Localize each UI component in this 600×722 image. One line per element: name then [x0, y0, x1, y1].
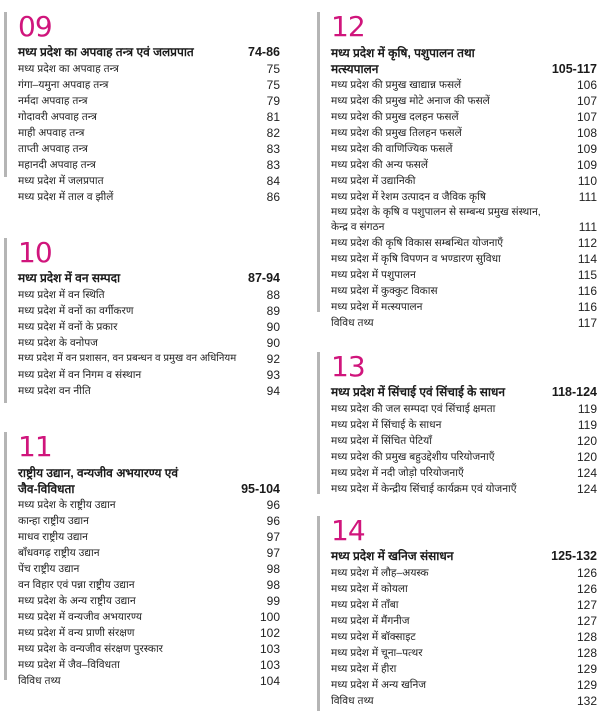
toc-item-page: 99	[266, 594, 280, 608]
toc-item-page: 100	[259, 610, 280, 624]
chapter-number: 12	[331, 10, 365, 43]
toc-item[interactable]	[331, 283, 597, 299]
toc-item-page: 104	[259, 674, 280, 688]
toc-item-page: 75	[266, 62, 280, 76]
chapter-title-line1: राष्ट्रीय उद्यान, वन्यजीव अभयारण्य एवं	[18, 466, 179, 480]
toc-item-title: मध्य प्रदेश में वन्यजीव अभयारण्य	[18, 611, 142, 623]
toc-item-page: 96	[266, 514, 280, 528]
toc-item-page: 107	[576, 94, 597, 108]
toc-item-page: 119	[577, 418, 597, 432]
toc-item-title-line2: केन्द्र व संगठन	[331, 221, 385, 233]
toc-item-title: माधव राष्ट्रीय उद्यान	[18, 531, 88, 543]
chapter-14	[317, 516, 597, 709]
toc-item-title: मध्य प्रदेश के वनोपज	[18, 337, 98, 349]
toc-item-page: 75	[266, 78, 280, 92]
toc-item[interactable]	[331, 661, 597, 677]
toc-item[interactable]	[18, 319, 280, 335]
toc-item-page: 98	[266, 562, 280, 576]
toc-item[interactable]	[18, 61, 280, 77]
toc-item-page: 126	[576, 566, 597, 580]
toc-item-title: मध्य प्रदेश में मत्स्यपालन	[331, 301, 423, 313]
toc-item-page: 81	[266, 110, 280, 124]
toc-item-page: 120	[576, 434, 597, 448]
toc-item-title: मध्य प्रदेश में वन स्थिति	[18, 289, 105, 301]
toc-item-title: मध्य प्रदेश की वाणिज्यिक फसलें	[331, 143, 453, 155]
toc-item-title: मध्य प्रदेश में कोयला	[331, 583, 408, 595]
toc-item[interactable]	[18, 657, 280, 673]
chapter-title: मध्य प्रदेश में वन सम्पदा	[18, 271, 121, 285]
toc-item[interactable]	[18, 351, 280, 367]
chapter-09	[4, 12, 280, 205]
chapter-divider-bar	[317, 516, 320, 711]
chapter-title: मध्य प्रदेश में सिंचाई एवं सिंचाई के साधन	[331, 385, 505, 399]
toc-item-page: 93	[266, 368, 280, 382]
toc-item-title: मध्य प्रदेश में जलप्रपात	[18, 175, 104, 187]
toc-item-page: 110	[577, 174, 597, 188]
chapter-10	[4, 238, 280, 399]
chapter-divider-bar	[4, 238, 7, 403]
toc-item-page: 102	[259, 626, 280, 640]
toc-item[interactable]	[18, 561, 280, 577]
toc-item-page: 115	[577, 268, 597, 282]
toc-item[interactable]	[18, 335, 280, 351]
toc-item[interactable]	[18, 141, 280, 157]
toc-item-page: 79	[266, 94, 280, 108]
chapter-pages: 74-86	[248, 45, 280, 59]
toc-item-title: मध्य प्रदेश में हीरा	[331, 663, 397, 675]
chapter-title-row[interactable]	[331, 385, 597, 400]
toc-item-title: गोदावरी अपवाह तन्त्र	[18, 111, 97, 123]
toc-item-title: मध्य प्रदेश के अन्य राष्ट्रीय उद्यान	[18, 595, 136, 607]
toc-item[interactable]	[18, 497, 280, 513]
toc-item-title: मध्य प्रदेश में सिंचाई के साधन	[331, 419, 442, 431]
toc-item-title: मध्य प्रदेश में जैव–विविधता	[18, 659, 120, 671]
toc-item-title: मध्य प्रदेश के राष्ट्रीय उद्यान	[18, 499, 116, 511]
toc-item-page: 126	[576, 582, 597, 596]
toc-item-title: मध्य प्रदेश में वनों के प्रकार	[18, 321, 118, 333]
toc-item[interactable]	[331, 677, 597, 693]
toc-item-page: 96	[266, 498, 280, 512]
toc-item-page: 94	[266, 384, 280, 398]
toc-item-title: मध्य प्रदेश की जल सम्पदा एवं सिंचाई क्षमता	[331, 403, 496, 415]
chapter-title-row[interactable]	[18, 45, 280, 60]
toc-item[interactable]	[331, 299, 597, 315]
toc-item-page: 129	[576, 678, 597, 692]
toc-item-page: 116	[577, 284, 597, 298]
toc-item-title: मध्य प्रदेश की प्रमुख दलहन फसलें	[331, 111, 459, 123]
toc-item-title: ताप्ती अपवाह तन्त्र	[18, 143, 88, 155]
toc-item-page: 119	[577, 402, 597, 416]
toc-item-title: मध्य प्रदेश में मैंगनीज	[331, 615, 410, 627]
toc-item[interactable]	[331, 597, 597, 613]
toc-item[interactable]	[331, 235, 597, 251]
chapter-number: 09	[18, 10, 52, 43]
toc-item-title: मध्य प्रदेश में वन्य प्राणी संरक्षण	[18, 627, 135, 639]
chapter-pages: 125-132	[551, 549, 597, 563]
toc-item-page: 90	[266, 336, 280, 350]
chapter-items	[331, 77, 597, 331]
toc-item[interactable]	[18, 513, 280, 529]
toc-item[interactable]	[18, 673, 280, 689]
toc-item[interactable]	[331, 613, 597, 629]
toc-item-page: 88	[266, 288, 280, 302]
toc-item-title: विविध तथ्य	[331, 317, 374, 329]
chapter-items	[18, 61, 280, 205]
toc-item-page: 97	[266, 530, 280, 544]
toc-item-title: गंगा–यमुना अपवाह तन्त्र	[18, 79, 109, 91]
chapter-pages: 118-124	[551, 385, 597, 399]
toc-item-title: बाँधवगढ़ राष्ट्रीय उद्यान	[18, 547, 100, 559]
toc-item-title: मध्य प्रदेश की प्रमुख बहुउद्देशीय परियोजनाएँ	[331, 451, 495, 463]
toc-item-page: 112	[577, 236, 597, 250]
toc-item[interactable]	[18, 157, 280, 173]
toc-item-page: 132	[576, 694, 597, 708]
toc-item-page: 106	[576, 78, 597, 92]
toc-item-page: 117	[577, 316, 597, 330]
toc-item-title: विविध तथ्य	[18, 675, 61, 687]
chapter-title-line1: मध्य प्रदेश में कृषि, पशुपालन तथा	[331, 46, 475, 60]
toc-item-page: 103	[259, 658, 280, 672]
toc-item-title: मध्य प्रदेश में चूना–पत्थर	[331, 647, 423, 659]
toc-item-page: 114	[577, 252, 597, 266]
toc-item-title: मध्य प्रदेश में लौह–अयस्क	[331, 567, 429, 579]
toc-item-page: 90	[266, 320, 280, 334]
chapter-divider-bar	[317, 12, 320, 312]
toc-item-title: मध्य प्रदेश की प्रमुख खाद्यान्न फसलें	[331, 79, 462, 91]
chapter-title-row[interactable]	[18, 271, 280, 286]
toc-item[interactable]	[331, 629, 597, 645]
chapter-number: 10	[18, 236, 52, 269]
toc-item-title: मध्य प्रदेश में वनों का वर्गीकरण	[18, 305, 134, 317]
toc-item-title: मध्य प्रदेश में पशुपालन	[331, 269, 416, 281]
chapter-title-row[interactable]	[331, 549, 597, 564]
toc-item[interactable]	[331, 481, 597, 497]
toc-item-page: 128	[576, 646, 597, 660]
toc-item[interactable]	[18, 173, 280, 189]
toc-item-page: 128	[576, 630, 597, 644]
toc-item-title: मध्य प्रदेश की प्रमुख मोटे अनाज की फसलें	[331, 95, 490, 107]
toc-item-title: मध्य प्रदेश की अन्य फसलें	[331, 159, 428, 171]
toc-item-title: विविध तथ्य	[331, 695, 374, 707]
chapter-items	[18, 287, 280, 399]
toc-item[interactable]	[331, 449, 597, 465]
toc-item-title: मध्य प्रदेश के वन्यजीव संरक्षण पुरस्कार	[18, 643, 163, 655]
toc-item[interactable]	[331, 173, 597, 189]
toc-item[interactable]	[331, 401, 597, 417]
toc-item[interactable]	[18, 641, 280, 657]
toc-item-title: मध्य प्रदेश में ताल व झीलें	[18, 191, 114, 203]
toc-item[interactable]	[18, 303, 280, 319]
toc-item-title: मध्य प्रदेश में नदी जोड़ो परियोजनाएँ	[331, 467, 464, 479]
toc-item-title: महानदी अपवाह तन्त्र	[18, 159, 96, 171]
toc-item-title: मध्य प्रदेश में कृषि विपणन व भण्डारण सुविधा	[331, 253, 501, 265]
toc-item[interactable]	[331, 315, 597, 331]
toc-item[interactable]	[331, 125, 597, 141]
toc-item-title: माही अपवाह तन्त्र	[18, 127, 85, 139]
chapter-divider-bar	[4, 12, 7, 177]
toc-item-page: 109	[576, 158, 597, 172]
toc-item[interactable]	[331, 645, 597, 661]
toc-item-page: 83	[266, 158, 280, 172]
toc-item[interactable]	[331, 205, 597, 235]
toc-item-page: 127	[576, 614, 597, 628]
toc-item-page: 83	[266, 142, 280, 156]
toc-item-title: मध्य प्रदेश की कृषि विकास सम्बन्धित योजनाएँ	[331, 237, 504, 249]
toc-item-title-line1: मध्य प्रदेश के कृषि व पशुपालन से सम्बन्ध प्रमुख संस्थान,	[331, 206, 541, 218]
toc-item[interactable]	[331, 251, 597, 267]
toc-item-title: मध्य प्रदेश का अपवाह तन्त्र	[18, 63, 119, 75]
toc-item[interactable]	[18, 383, 280, 399]
toc-item-title: मध्य प्रदेश में वन निगम व संस्थान	[18, 369, 142, 381]
toc-item[interactable]	[18, 625, 280, 641]
toc-item[interactable]	[331, 581, 597, 597]
toc-item[interactable]	[18, 189, 280, 205]
toc-item[interactable]	[18, 545, 280, 561]
toc-item[interactable]	[331, 693, 597, 709]
toc-item[interactable]	[331, 109, 597, 125]
chapter-divider-bar	[4, 432, 7, 680]
toc-item-title: मध्य प्रदेश में रेशम उत्पादन व जैविक कृषि	[331, 191, 486, 203]
chapter-items	[331, 401, 597, 497]
toc-item-title: मध्य प्रदेश में बॉक्साइट	[331, 631, 416, 643]
toc-item[interactable]	[18, 577, 280, 593]
chapter-divider-bar	[317, 352, 320, 494]
toc-item[interactable]	[18, 609, 280, 625]
toc-item[interactable]	[331, 267, 597, 283]
toc-item-page: 129	[576, 662, 597, 676]
toc-item-page: 82	[266, 126, 280, 140]
toc-item[interactable]	[18, 109, 280, 125]
chapter-pages: 105-117	[551, 62, 597, 76]
toc-item[interactable]	[331, 189, 597, 205]
toc-item[interactable]	[331, 465, 597, 481]
chapter-number: 14	[331, 514, 365, 547]
toc-item-page: 92	[266, 352, 280, 366]
chapter-11	[4, 432, 280, 689]
toc-item-page: 124	[576, 466, 597, 480]
toc-item-page: 111	[578, 190, 597, 204]
toc-item-title: मध्य प्रदेश में अन्य खनिज	[331, 679, 427, 691]
chapter-title: मध्य प्रदेश का अपवाह तन्त्र एवं जलप्रपात	[18, 45, 194, 59]
chapter-pages: 87-94	[248, 271, 280, 285]
toc-item[interactable]	[331, 157, 597, 173]
chapter-title-row[interactable]	[18, 465, 280, 497]
chapter-pages: 95-104	[241, 482, 280, 496]
toc-item-page: 84	[266, 174, 280, 188]
toc-item-title: मध्य प्रदेश में वन प्रशासन, वन प्रबन्धन व प्रमुख वन अधिनियम	[18, 353, 237, 364]
toc-item-title: कान्हा राष्ट्रीय उद्यान	[18, 515, 89, 527]
chapter-12	[317, 12, 597, 331]
toc-item-page: 86	[266, 190, 280, 204]
chapter-title-row[interactable]	[331, 45, 597, 77]
chapter-title-line2: जैव-विविधता	[18, 482, 75, 496]
toc-item-title: मध्य प्रदेश वन नीति	[18, 385, 91, 397]
toc-item-page: 127	[576, 598, 597, 612]
toc-item-page: 98	[266, 578, 280, 592]
chapter-title-line2: मत्स्यपालन	[331, 62, 379, 76]
toc-item-title: पेंच राष्ट्रीय उद्यान	[18, 563, 80, 575]
toc-item[interactable]	[331, 93, 597, 109]
toc-item-page: 116	[577, 300, 597, 314]
toc-item-page: 89	[266, 304, 280, 318]
toc-item[interactable]	[18, 125, 280, 141]
toc-item-page: 111	[578, 220, 597, 234]
toc-item[interactable]	[18, 77, 280, 93]
toc-item-title: मध्य प्रदेश में केन्द्रीय सिंचाई कार्यक्रम एवं योजनाएँ	[331, 483, 517, 495]
toc-item[interactable]	[18, 93, 280, 109]
toc-item-page: 97	[266, 546, 280, 560]
toc-item-page: 109	[576, 142, 597, 156]
toc-item-page: 103	[259, 642, 280, 656]
toc-item[interactable]	[18, 367, 280, 383]
toc-item[interactable]	[331, 565, 597, 581]
toc-item[interactable]	[331, 417, 597, 433]
toc-item-page: 124	[576, 482, 597, 496]
chapter-number: 13	[331, 350, 365, 383]
toc-item[interactable]	[331, 141, 597, 157]
toc-item[interactable]	[18, 593, 280, 609]
toc-item[interactable]	[331, 433, 597, 449]
toc-item[interactable]	[18, 529, 280, 545]
toc-item-title: मध्य प्रदेश में ताँबा	[331, 599, 399, 611]
toc-item-page: 120	[576, 450, 597, 464]
toc-item[interactable]	[18, 287, 280, 303]
toc-item-page: 107	[576, 110, 597, 124]
chapter-items	[18, 497, 280, 689]
toc-item-title: मध्य प्रदेश में सिंचित पेटियाँ	[331, 435, 432, 447]
chapter-items	[331, 565, 597, 709]
toc-item-page: 108	[576, 126, 597, 140]
chapter-13	[317, 352, 597, 497]
toc-item-title: मध्य प्रदेश में उद्यानिकी	[331, 175, 416, 187]
toc-item-title: मध्य प्रदेश की प्रमुख तिलहन फसलें	[331, 127, 462, 139]
chapter-number: 11	[18, 430, 52, 463]
chapter-title: मध्य प्रदेश में खनिज संसाधन	[331, 549, 454, 563]
toc-item-title: नर्मदा अपवाह तन्त्र	[18, 95, 88, 107]
toc-item-title: वन विहार एवं पन्ना राष्ट्रीय उद्यान	[18, 579, 135, 591]
toc-item-title: मध्य प्रदेश में कुक्कुट विकास	[331, 285, 438, 297]
toc-item[interactable]	[331, 77, 597, 93]
